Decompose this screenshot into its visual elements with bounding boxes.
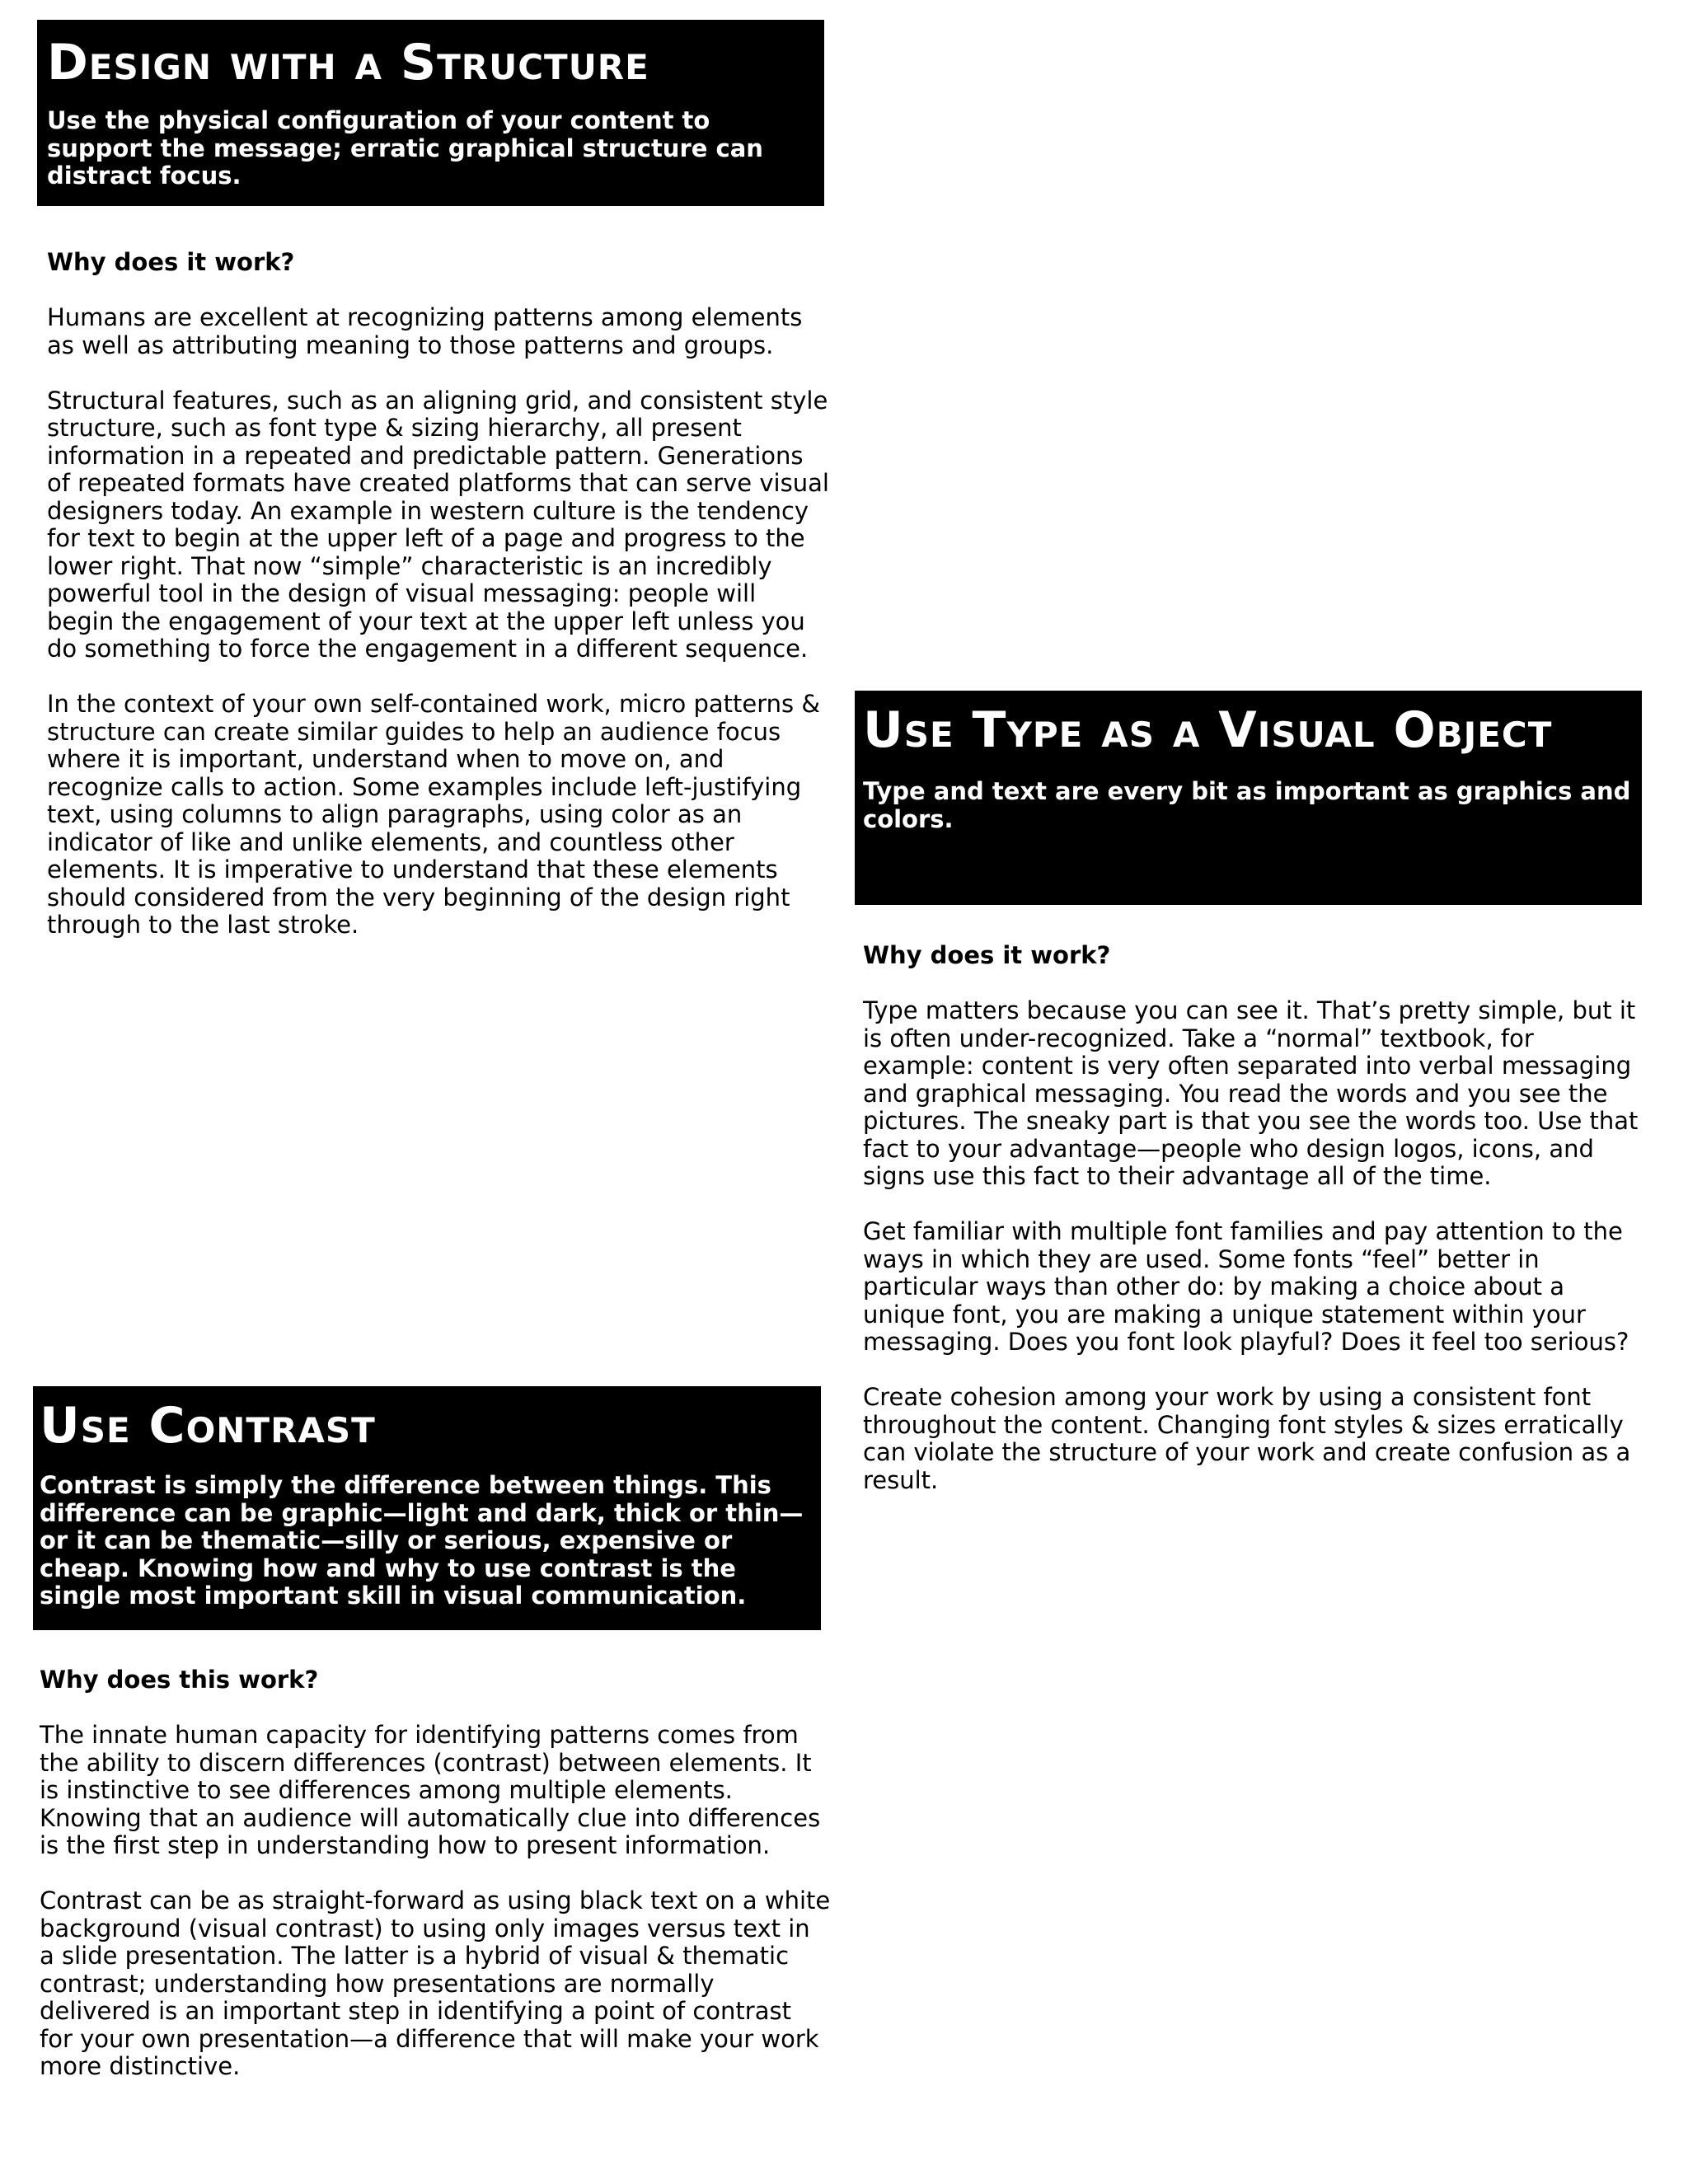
body-paragraph: Get familiar with multiple font families and pay attention to the ways in which they are used. Some fonts “feel” better in particular ways than other do: by making a choice about a unique font, you are making a unique statement within your messaging. Does you font look playful? Does it feel too serious?	[863, 1217, 1629, 1356]
section-body	[47, 249, 830, 940]
body-paragraph: Type matters because you can see it. That’s pretty simple, but it is often under-recognized. Take a “normal” textbook, for example: content is very often separated into verbal messaging and graphical messaging. You read the words and you see the pictures. The sneaky part is that you see the words too. Use that fact to your advantage—people who design logos, icons, and signs use this fact to their advantage all of the time.	[863, 996, 1639, 1190]
body-paragraph: Structural features, such as an aligning grid, and consistent style structure, such as font type & sizing hierarchy, all present information in a repeated and predictable pattern. Generations of repeated formats have created platforms that can serve visual designers today. An example in western culture is the tendency for text to begin at the upper left of a page and progress to the lower right. That now “simple” characteristic is an incredibly powerful tool in the design of visual messaging: people will begin the engagement of your text at the upper left unless you do something to force the engagement in a different sequence.	[47, 386, 829, 663]
section-title: Design with a Structure	[47, 34, 649, 91]
section-subtitle: Type and text are every bit as important as graphics and colors.	[863, 777, 1631, 833]
section-banner	[33, 1386, 821, 1630]
section-banner	[37, 20, 824, 206]
body-paragraph: Humans are excellent at recognizing patterns among elements as well as attributing meaning to those patterns and groups.	[47, 303, 803, 359]
section-subtitle: Use the physical configuration of your content to support the message; erratic graphical structure can distract focus.	[47, 106, 763, 190]
body-paragraph: The innate human capacity for identifying patterns comes from the ability to discern differences (contrast) between elements. It is instinctive to see differences among multiple elements. Knowing that an audience will automatically clue into differences is the first step in understanding how to present information.	[40, 1721, 821, 1859]
section-body	[863, 942, 1650, 1494]
section-title: Use Type as a Visual Object	[863, 701, 1553, 759]
body-paragraph: In the context of your own self-contained work, micro patterns & structure can create similar guides to help an audience focus where it is important, understand when to move on, and recognize calls to action. Some examples include left-justifying text, using columns to align paragraphs, using color as an indicator of like and unlike elements, and countless other elements. It is imperative to understand that these elements should considered from the very beginning of the design right through to the last stroke.	[47, 690, 820, 939]
section-subtitle: Contrast is simply the difference between things. This difference can be graphic—light and dark, thick or thin—or it can be thematic—silly or serious, expensive or cheap. Knowing how and why to use contrast is the single most important skill in visual communication.	[40, 1471, 804, 1610]
section-question: Why does it work?	[863, 941, 1111, 969]
section-banner	[855, 691, 1642, 905]
section-question: Why does this work?	[40, 1666, 319, 1694]
body-paragraph: Create cohesion among your work by using a consistent font throughout the content. Changing font styles & sizes erratically can violate the structure of your work and create confusion as a result.	[863, 1383, 1631, 1494]
section-body	[40, 1666, 831, 2081]
section-question: Why does it work?	[47, 248, 295, 276]
body-paragraph: Contrast can be as straight-forward as using black text on a white background (visual contrast) to using only images versus text in a slide presentation. The latter is a hybrid of visual & thematic contrast; understanding how presentations are normally delivered is an important step in identifying a point of contrast for your own presentation—a difference that will make your work more distinctive.	[40, 1886, 831, 2080]
section-title: Use Contrast	[40, 1397, 376, 1455]
